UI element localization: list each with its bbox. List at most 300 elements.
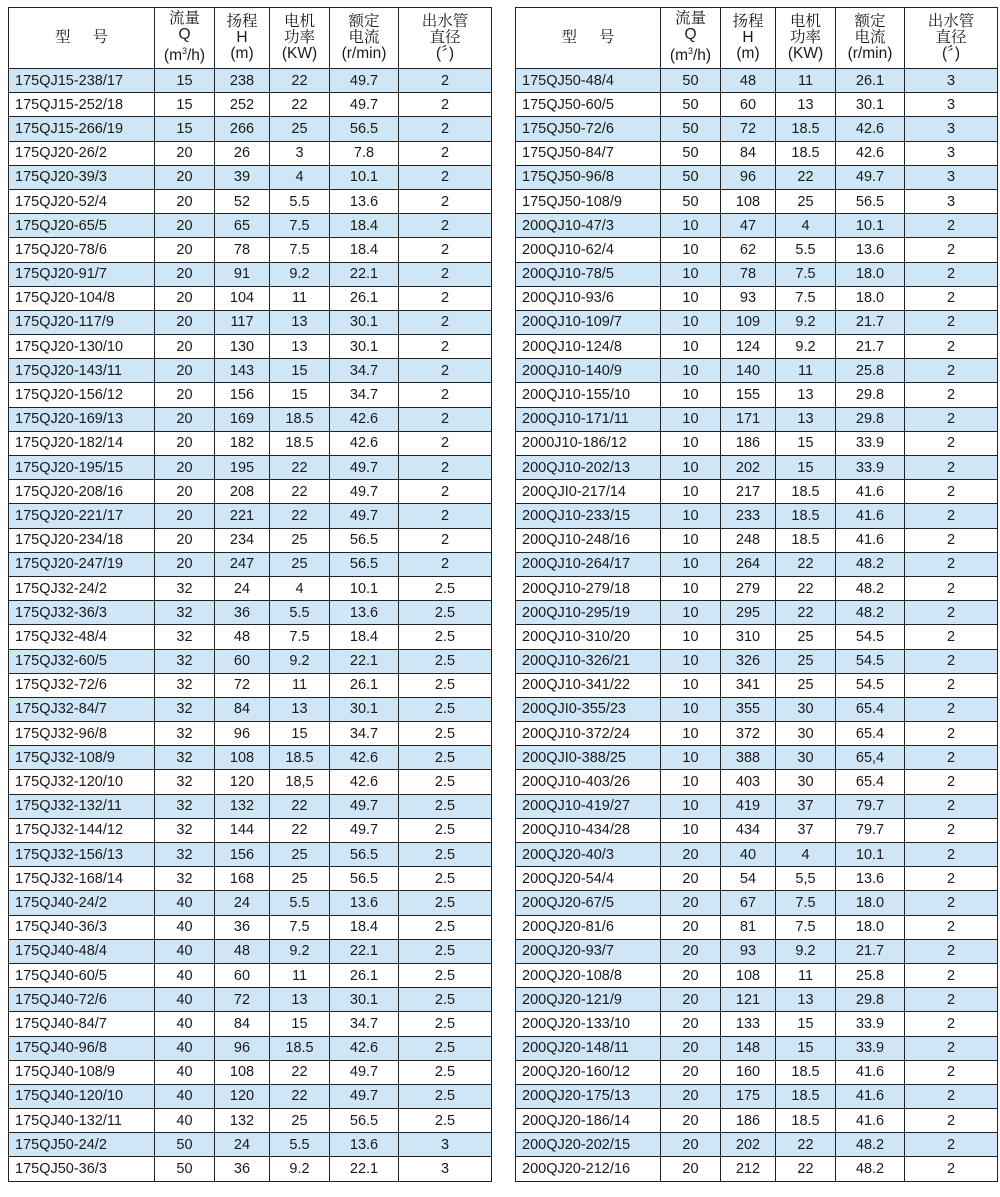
table-row [516, 770, 998, 794]
flow-cell: 20 [661, 963, 721, 987]
model-cell: 175QJ20-221/17 [9, 504, 155, 528]
table-row [516, 794, 998, 818]
outlet-cell: 2 [905, 310, 998, 334]
model-cell: 175QJ20-26/2 [9, 141, 155, 165]
power-cell: 30 [776, 697, 836, 721]
table-row [516, 1060, 998, 1084]
model-cell: 175QJ40-120/10 [9, 1084, 155, 1108]
head-cell: 108 [215, 746, 270, 770]
outlet-cell: 2 [905, 214, 998, 238]
current-cell: 21.7 [836, 310, 905, 334]
model-cell: 175QJ50-84/7 [516, 141, 661, 165]
current-cell: 42.6 [836, 141, 905, 165]
outlet-cell: 2 [399, 189, 492, 213]
flow-cell: 32 [155, 673, 215, 697]
table-row [9, 963, 492, 987]
table-row [9, 697, 492, 721]
power-cell: 18,5 [270, 770, 330, 794]
model-cell: 200QJ10-202/13 [516, 456, 661, 480]
current-cell: 34.7 [330, 1012, 399, 1036]
outlet-cell: 3 [905, 165, 998, 189]
head-cell: 208 [215, 480, 270, 504]
table-row [9, 988, 492, 1012]
table-row [516, 262, 998, 286]
current-cell: 79.7 [836, 818, 905, 842]
outlet-header: 出水管 直径 (〞) [399, 8, 492, 69]
power-cell: 7.5 [270, 625, 330, 649]
model-cell: 175QJ40-24/2 [9, 891, 155, 915]
head-cell: 144 [215, 818, 270, 842]
power-cell: 18.5 [270, 407, 330, 431]
flow-cell: 32 [155, 794, 215, 818]
current-cell: 56.5 [330, 552, 399, 576]
table-row [9, 69, 492, 93]
table-row [516, 1012, 998, 1036]
table-row [9, 286, 492, 310]
current-cell: 7.8 [330, 141, 399, 165]
model-cell: 200QJ10-78/5 [516, 262, 661, 286]
model-cell: 175QJ40-108/9 [9, 1060, 155, 1084]
table-row [516, 843, 998, 867]
flow-cell: 15 [155, 117, 215, 141]
head-cell: 155 [721, 383, 776, 407]
power-cell: 13 [270, 988, 330, 1012]
table-row [516, 939, 998, 963]
model-cell: 200QJ10-372/24 [516, 722, 661, 746]
flow-cell: 40 [155, 1109, 215, 1133]
model-cell: 175QJ50-24/2 [9, 1133, 155, 1157]
outlet-cell: 2 [905, 794, 998, 818]
model-cell: 175QJ20-117/9 [9, 310, 155, 334]
flow-cell: 20 [661, 891, 721, 915]
outlet-cell: 2 [905, 891, 998, 915]
table-row [516, 746, 998, 770]
model-cell: 175QJ15-252/18 [9, 93, 155, 117]
table-row [516, 238, 998, 262]
head-cell: 143 [215, 359, 270, 383]
head-cell: 388 [721, 746, 776, 770]
head-cell: 310 [721, 625, 776, 649]
model-cell: 200QJ10-403/26 [516, 770, 661, 794]
head-cell: 117 [215, 310, 270, 334]
table-row [516, 915, 998, 939]
outlet-cell: 2 [399, 117, 492, 141]
model-cell: 175QJ20-247/19 [9, 552, 155, 576]
model-cell: 175QJ40-72/6 [9, 988, 155, 1012]
power-cell: 13 [270, 335, 330, 359]
outlet-cell: 2.5 [399, 988, 492, 1012]
table-row [516, 165, 998, 189]
current-cell: 42.6 [330, 431, 399, 455]
flow-cell: 20 [155, 504, 215, 528]
current-cell: 65.4 [836, 697, 905, 721]
flow-header: 流量 Q $(m^3/h)$ [155, 8, 215, 69]
flow-cell: 50 [661, 189, 721, 213]
table-row [516, 1084, 998, 1108]
outlet-cell: 2.5 [399, 649, 492, 673]
model-cell: 175QJ50-48/4 [516, 69, 661, 93]
table-row [516, 988, 998, 1012]
table-row [516, 189, 998, 213]
power-cell: 9.2 [270, 939, 330, 963]
flow-cell: 32 [155, 576, 215, 600]
model-cell: 175QJ20-104/8 [9, 286, 155, 310]
current-cell: 49.7 [330, 456, 399, 480]
head-cell: 195 [215, 456, 270, 480]
table-row [9, 141, 492, 165]
model-cell: 200QJ10-326/21 [516, 649, 661, 673]
spec-table-right [515, 7, 998, 1182]
current-cell: 18.0 [836, 262, 905, 286]
current-cell: 54.5 [836, 673, 905, 697]
current-cell: 25.8 [836, 359, 905, 383]
flow-cell: 10 [661, 746, 721, 770]
flow-cell: 32 [155, 625, 215, 649]
head-cell: 248 [721, 528, 776, 552]
power-cell: 15 [776, 1036, 836, 1060]
current-cell: 13.6 [836, 238, 905, 262]
power-cell: 15 [270, 1012, 330, 1036]
flow-cell: 20 [661, 867, 721, 891]
flow-cell: 10 [661, 480, 721, 504]
current-cell: 56.5 [330, 867, 399, 891]
flow-cell: 10 [661, 528, 721, 552]
model-cell: 200QJ20-121/9 [516, 988, 661, 1012]
flow-cell: 20 [661, 988, 721, 1012]
outlet-cell: 2 [905, 746, 998, 770]
model-cell: 175QJ32-144/12 [9, 818, 155, 842]
power-cell: 5,5 [776, 867, 836, 891]
model-cell: 175QJ20-182/14 [9, 431, 155, 455]
outlet-cell: 2 [905, 383, 998, 407]
current-cell: 49.7 [330, 1060, 399, 1084]
power-cell: 22 [270, 93, 330, 117]
flow-cell: 20 [155, 262, 215, 286]
table-row [9, 1036, 492, 1060]
power-cell: 22 [270, 69, 330, 93]
current-cell: 18.4 [330, 238, 399, 262]
power-cell: 22 [270, 456, 330, 480]
model-cell: 200QJ10-140/9 [516, 359, 661, 383]
flow-cell: 10 [661, 335, 721, 359]
power-cell: 22 [270, 480, 330, 504]
outlet-cell: 2 [905, 963, 998, 987]
table-row [9, 165, 492, 189]
head-cell: 133 [721, 1012, 776, 1036]
model-cell: 200QJ10-419/27 [516, 794, 661, 818]
head-cell: 221 [215, 504, 270, 528]
power-cell: 25 [270, 843, 330, 867]
current-cell: 26.1 [330, 673, 399, 697]
table-row [9, 673, 492, 697]
power-cell: 11 [776, 69, 836, 93]
model-cell: 175QJ32-168/14 [9, 867, 155, 891]
head-cell: 233 [721, 504, 776, 528]
flow-cell: 20 [661, 1060, 721, 1084]
head-cell: 160 [721, 1060, 776, 1084]
outlet-cell: 2 [905, 722, 998, 746]
current-cell: 49.7 [330, 504, 399, 528]
head-cell: 36 [215, 1157, 270, 1181]
flow-cell: 15 [155, 93, 215, 117]
power-cell: 9.2 [776, 939, 836, 963]
outlet-cell: 3 [905, 141, 998, 165]
current-cell: 10.1 [836, 843, 905, 867]
table-row [516, 649, 998, 673]
outlet-cell: 2 [399, 480, 492, 504]
flow-cell: 32 [155, 601, 215, 625]
flow-header: 流量 Q $(m^3/h)$ [661, 8, 721, 69]
model-cell: 175QJ40-132/11 [9, 1109, 155, 1133]
head-cell: 419 [721, 794, 776, 818]
model-cell: 200QJ10-310/20 [516, 625, 661, 649]
head-cell: 104 [215, 286, 270, 310]
flow-cell: 10 [661, 770, 721, 794]
current-cell: 49.7 [330, 480, 399, 504]
outlet-cell: 2 [905, 673, 998, 697]
table-row [516, 117, 998, 141]
power-cell: 9.2 [270, 1157, 330, 1181]
table-row [9, 383, 492, 407]
current-cell: 26.1 [836, 69, 905, 93]
flow-cell: 20 [155, 141, 215, 165]
current-cell: 29.8 [836, 988, 905, 1012]
flow-cell: 20 [155, 383, 215, 407]
current-cell: 22.1 [330, 262, 399, 286]
head-cell: 72 [215, 673, 270, 697]
current-cell: 33.9 [836, 1012, 905, 1036]
flow-cell: 32 [155, 770, 215, 794]
model-cell: 175QJ32-108/9 [9, 746, 155, 770]
outlet-cell: 2 [905, 262, 998, 286]
power-cell: 5.5 [270, 1133, 330, 1157]
outlet-cell: 2 [905, 1012, 998, 1036]
outlet-cell: 2.5 [399, 601, 492, 625]
current-cell: 42.6 [330, 746, 399, 770]
power-cell: 18.5 [270, 1036, 330, 1060]
table-row [516, 601, 998, 625]
power-cell: 4 [270, 165, 330, 189]
outlet-cell: 2.5 [399, 746, 492, 770]
current-cell: 42.6 [836, 117, 905, 141]
outlet-cell: 2 [905, 1133, 998, 1157]
power-cell: 25 [776, 625, 836, 649]
table-row [516, 359, 998, 383]
current-cell: 79.7 [836, 794, 905, 818]
head-cell: 60 [215, 649, 270, 673]
head-cell: 78 [215, 238, 270, 262]
power-cell: 7.5 [776, 891, 836, 915]
table-row [9, 310, 492, 334]
table-row [516, 286, 998, 310]
model-cell: 175QJ15-238/17 [9, 69, 155, 93]
current-cell: 48.2 [836, 576, 905, 600]
model-cell: 175QJ40-36/3 [9, 915, 155, 939]
outlet-cell: 2.5 [399, 818, 492, 842]
head-cell: 84 [721, 141, 776, 165]
flow-cell: 10 [661, 238, 721, 262]
model-cell: 175QJ32-156/13 [9, 843, 155, 867]
model-cell: 200QJ20-40/3 [516, 843, 661, 867]
current-cell: 29.8 [836, 407, 905, 431]
head-cell: 78 [721, 262, 776, 286]
current-cell: 18.4 [330, 214, 399, 238]
table-row [516, 1133, 998, 1157]
table-row [516, 697, 998, 721]
table-row [9, 1060, 492, 1084]
current-cell: 54.5 [836, 625, 905, 649]
outlet-cell: 2 [905, 649, 998, 673]
outlet-cell: 2.5 [399, 1060, 492, 1084]
outlet-cell: 2 [399, 528, 492, 552]
outlet-cell: 2 [905, 431, 998, 455]
model-cell: 200QJ10-47/3 [516, 214, 661, 238]
flow-cell: 10 [661, 673, 721, 697]
power-cell: 22 [270, 794, 330, 818]
flow-cell: 20 [661, 915, 721, 939]
spec-table-left [8, 7, 492, 1182]
table-row [9, 431, 492, 455]
current-cell: 18.4 [330, 625, 399, 649]
table-row [9, 939, 492, 963]
outlet-cell: 2 [399, 286, 492, 310]
outlet-cell: 2.5 [399, 576, 492, 600]
model-cell: 200QJ10-279/18 [516, 576, 661, 600]
head-cell: 52 [215, 189, 270, 213]
head-cell: 93 [721, 939, 776, 963]
power-cell: 9.2 [270, 649, 330, 673]
head-cell: 130 [215, 335, 270, 359]
outlet-cell: 3 [905, 93, 998, 117]
flow-cell: 20 [155, 286, 215, 310]
current-cell: 42.6 [330, 1036, 399, 1060]
table-row [9, 407, 492, 431]
table-row [9, 456, 492, 480]
left-table-body [9, 69, 492, 1182]
current-cell: 18.4 [330, 915, 399, 939]
current-cell: 21.7 [836, 335, 905, 359]
table-row [9, 818, 492, 842]
head-cell: 72 [721, 117, 776, 141]
table-row [9, 1012, 492, 1036]
outlet-cell: 2 [905, 867, 998, 891]
outlet-cell: 2.5 [399, 843, 492, 867]
head-cell: 26 [215, 141, 270, 165]
power-cell: 25 [776, 189, 836, 213]
power-cell: 5.5 [270, 601, 330, 625]
head-cell: 62 [721, 238, 776, 262]
flow-cell: 10 [661, 214, 721, 238]
flow-cell: 20 [661, 1036, 721, 1060]
model-cell: 200QJ20-133/10 [516, 1012, 661, 1036]
head-cell: 48 [215, 625, 270, 649]
current-cell: 10.1 [330, 576, 399, 600]
outlet-cell: 2 [905, 625, 998, 649]
current-cell: 18.0 [836, 915, 905, 939]
head-cell: 434 [721, 818, 776, 842]
current-cell: 34.7 [330, 383, 399, 407]
outlet-cell: 2 [399, 69, 492, 93]
power-cell: 3 [270, 141, 330, 165]
power-cell: 13 [776, 383, 836, 407]
model-cell: 175QJ20-143/11 [9, 359, 155, 383]
table-row [516, 528, 998, 552]
model-cell: 200QJ20-212/16 [516, 1157, 661, 1181]
flow-cell: 10 [661, 722, 721, 746]
current-cell: 54.5 [836, 649, 905, 673]
head-cell: 47 [721, 214, 776, 238]
current-header: 额定 电流 (r/min) [330, 8, 399, 69]
head-cell: 341 [721, 673, 776, 697]
header-row [9, 8, 492, 69]
flow-cell: 32 [155, 722, 215, 746]
model-cell: 175QJ32-96/8 [9, 722, 155, 746]
table-row [516, 456, 998, 480]
head-cell: 186 [721, 1109, 776, 1133]
outlet-cell: 2 [399, 359, 492, 383]
table-row [9, 867, 492, 891]
head-cell: 36 [215, 601, 270, 625]
table-row [516, 431, 998, 455]
power-cell: 4 [270, 576, 330, 600]
outlet-cell: 2 [905, 697, 998, 721]
outlet-cell: 3 [905, 69, 998, 93]
power-cell: 22 [776, 576, 836, 600]
model-cell: 200QJ10-155/10 [516, 383, 661, 407]
power-cell: 13 [776, 407, 836, 431]
model-cell: 175QJ20-130/10 [9, 335, 155, 359]
head-cell: 169 [215, 407, 270, 431]
head-cell: 238 [215, 69, 270, 93]
current-cell: 26.1 [330, 963, 399, 987]
table-row [516, 214, 998, 238]
head-cell: 264 [721, 552, 776, 576]
outlet-cell: 2.5 [399, 867, 492, 891]
power-cell: 4 [776, 214, 836, 238]
head-cell: 247 [215, 552, 270, 576]
outlet-cell: 2.5 [399, 722, 492, 746]
table-row [9, 1084, 492, 1108]
current-cell: 13.6 [330, 891, 399, 915]
power-cell: 18.5 [776, 117, 836, 141]
head-cell: 202 [721, 1133, 776, 1157]
current-cell: 18.0 [836, 286, 905, 310]
current-cell: 42.6 [330, 770, 399, 794]
current-cell: 13.6 [330, 1133, 399, 1157]
outlet-cell: 2.5 [399, 625, 492, 649]
model-cell: 175QJ20-39/3 [9, 165, 155, 189]
model-cell: 175QJ20-65/5 [9, 214, 155, 238]
power-cell: 25 [270, 867, 330, 891]
outlet-cell: 2 [399, 141, 492, 165]
outlet-cell: 2.5 [399, 939, 492, 963]
current-cell: 13.6 [836, 867, 905, 891]
model-cell: 175QJ40-96/8 [9, 1036, 155, 1060]
current-cell: 34.7 [330, 722, 399, 746]
table-row [516, 310, 998, 334]
model-cell: 175QJ20-208/16 [9, 480, 155, 504]
head-cell: 108 [721, 963, 776, 987]
power-cell: 37 [776, 794, 836, 818]
current-cell: 49.7 [330, 1084, 399, 1108]
outlet-cell: 2 [905, 601, 998, 625]
flow-cell: 40 [155, 963, 215, 987]
flow-cell: 20 [155, 407, 215, 431]
flow-cell: 20 [661, 1133, 721, 1157]
table-row [9, 359, 492, 383]
outlet-cell: 2 [905, 480, 998, 504]
table-row [9, 552, 492, 576]
